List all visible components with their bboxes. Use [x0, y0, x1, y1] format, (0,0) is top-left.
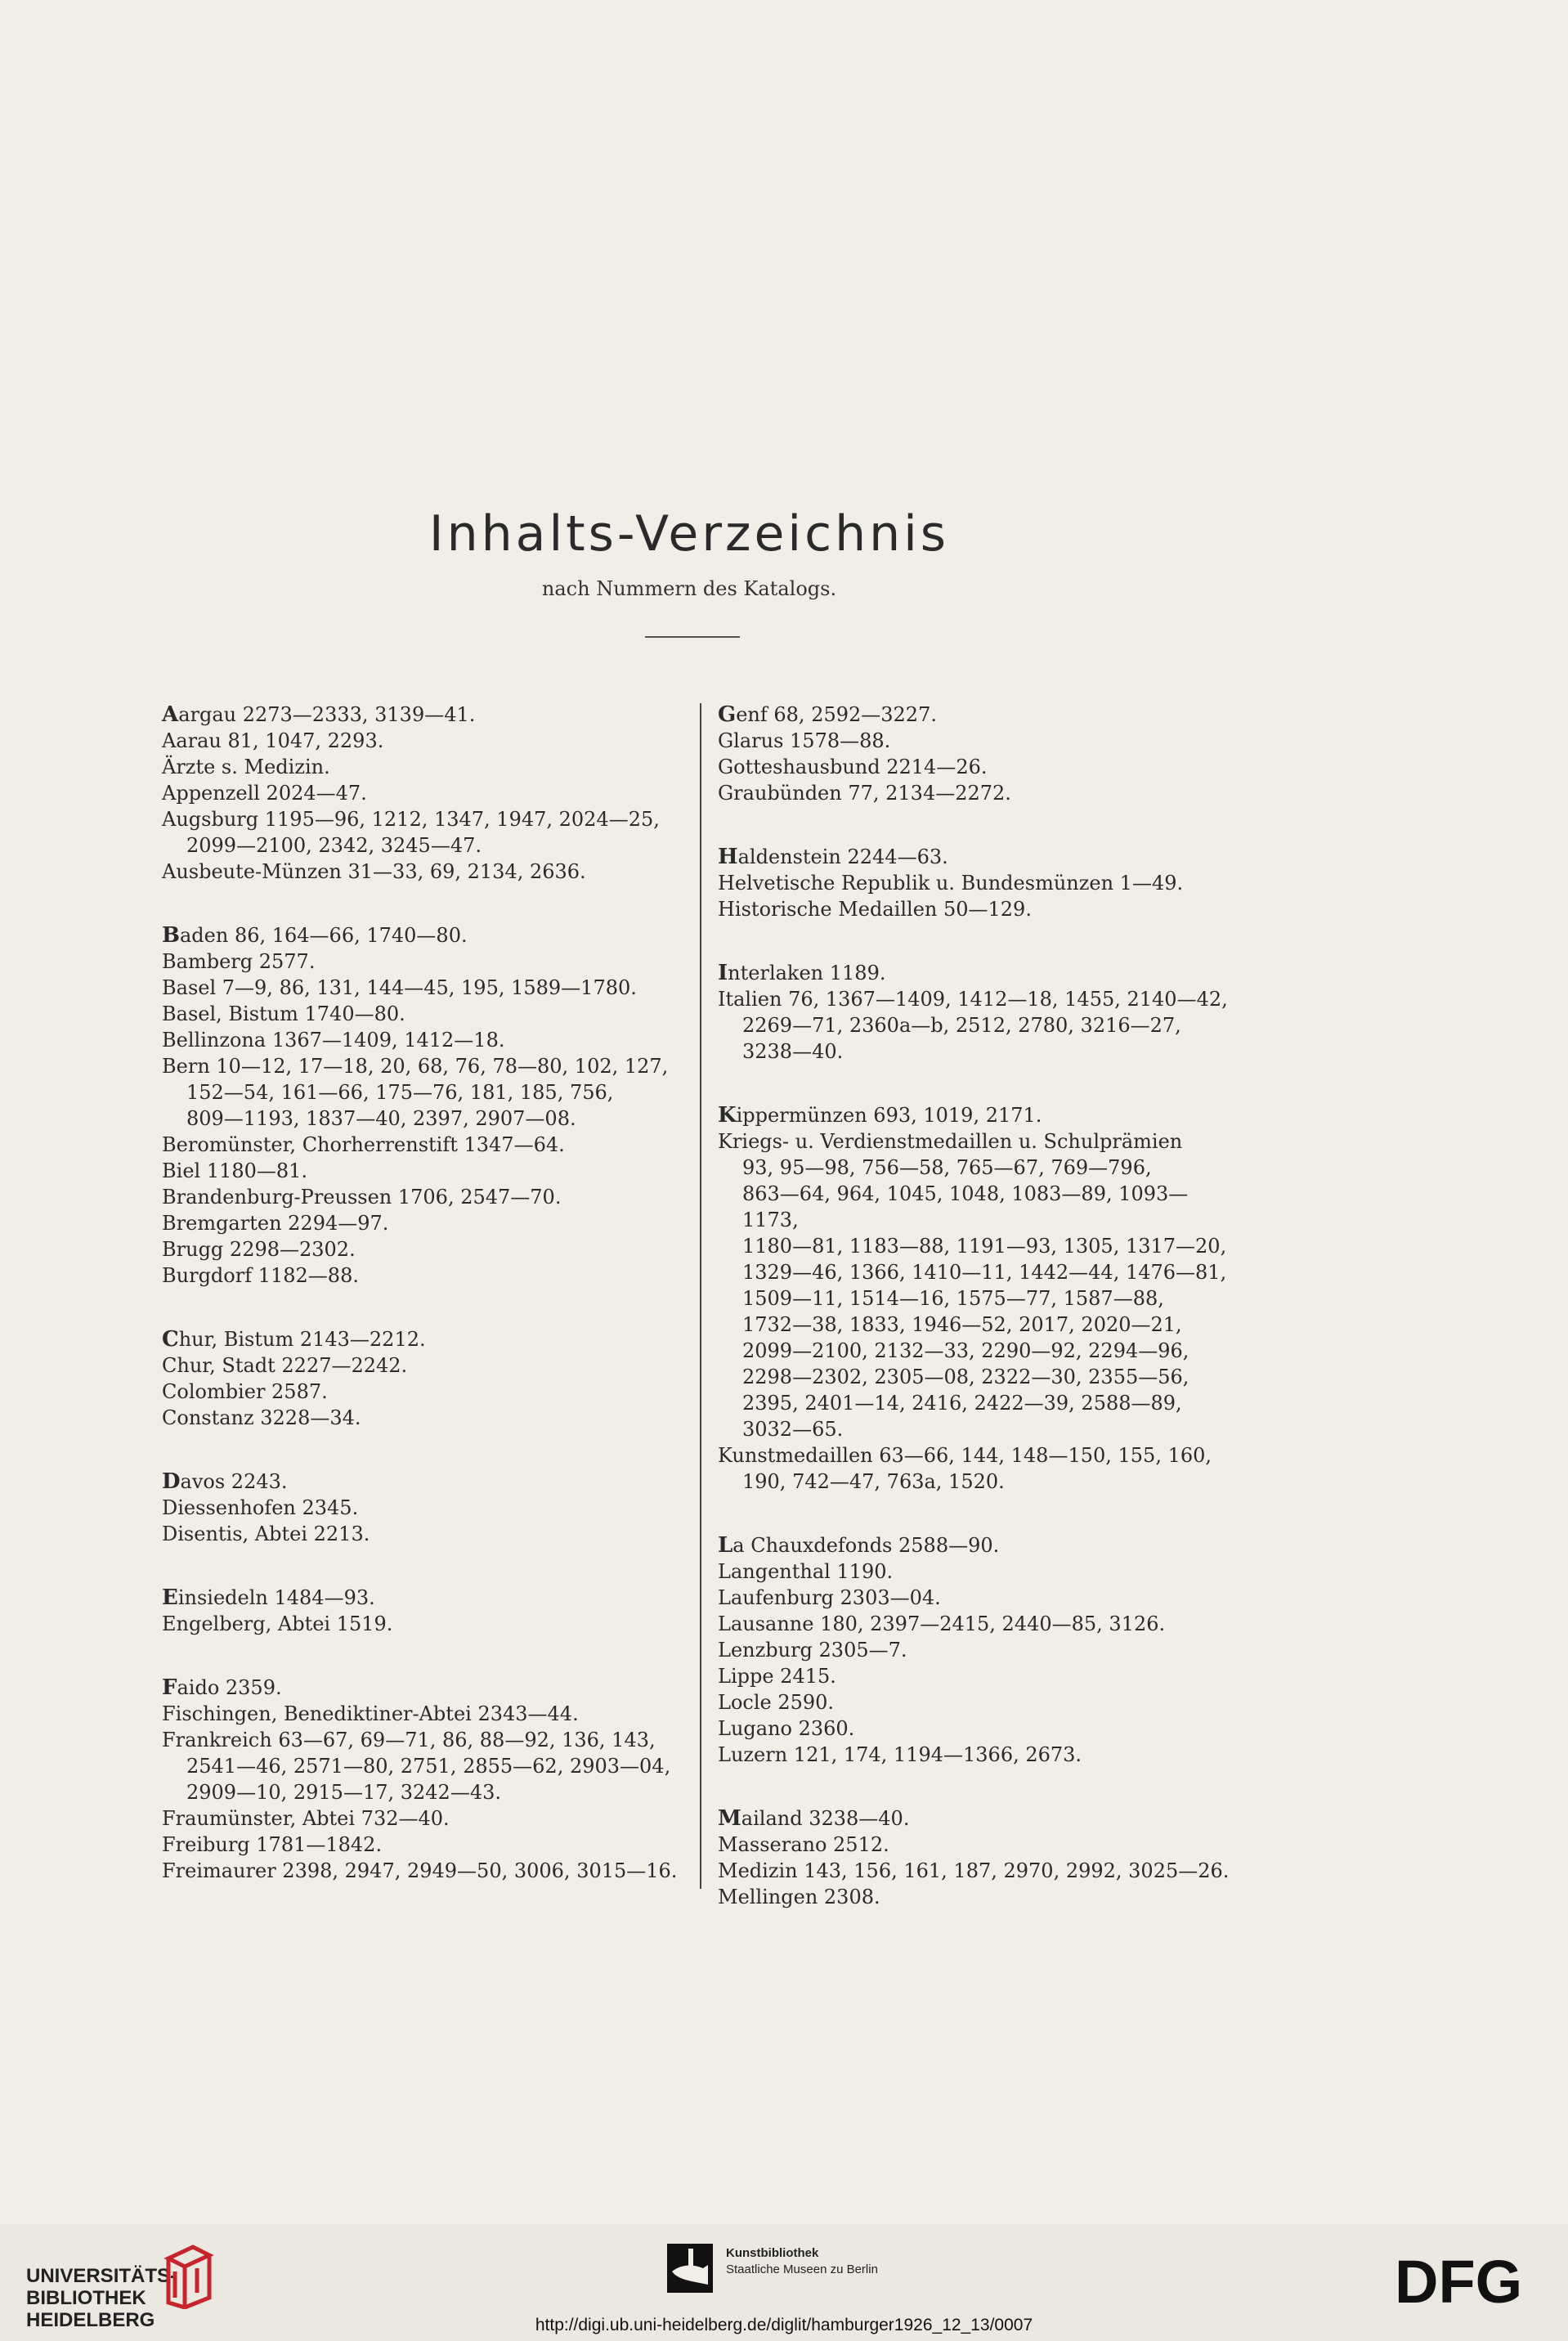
index-letter-group [718, 1805, 1241, 1910]
source-url-link[interactable]: http://digi.ub.uni-heidelberg.de/diglit/hamburger1926_12_13/0007 [535, 2316, 1033, 2334]
index-entry-text: insiedeln 1484—93. [177, 1586, 375, 1609]
index-entry [162, 1701, 685, 1727]
index-entry-text: Bamberg 2577. [162, 950, 316, 973]
index-entry-text: Historische Medaillen 50—129. [718, 898, 1032, 921]
index-entry-text: hur, Bistum 2143—2212. [178, 1328, 426, 1351]
index-entry [162, 949, 685, 975]
index-entry-text: Constanz 3228—34. [162, 1406, 361, 1429]
index-entry [162, 1001, 685, 1027]
index-entry [162, 1352, 685, 1379]
index-entry-text: Luzern 121, 174, 1194—1366, 2673. [718, 1743, 1082, 1766]
index-entry-text: avos 2243. [180, 1470, 288, 1493]
index-entry [718, 1442, 1241, 1495]
index-entry [162, 1027, 685, 1053]
index-entry [162, 922, 685, 949]
index-entry [162, 1858, 685, 1884]
index-entry [718, 870, 1241, 896]
index-entry-text: Burgdorf 1182—88. [162, 1264, 359, 1287]
index-entry [718, 1102, 1241, 1128]
index-entry [162, 975, 685, 1001]
index-entry [718, 960, 1241, 986]
index-entry [718, 986, 1241, 1065]
index-entry [162, 1832, 685, 1858]
index-entry-text: Lugano 2360. [718, 1717, 855, 1740]
index-entry [718, 780, 1241, 806]
index-entry-text: Freimaurer 2398, 2947, 2949—50, 3006, 3015—16. [162, 1859, 678, 1882]
index-entry [162, 1210, 685, 1236]
index-entry-text: argau 2273—2333, 3139—41. [178, 703, 476, 726]
index-entry [718, 1858, 1241, 1884]
index-entry-text: Ärzte s. Medizin. [162, 756, 330, 778]
index-initial-letter: C [162, 1327, 179, 1352]
kunstbibliothek-text[interactable] [726, 2245, 878, 2278]
index-entry-text: Colombier 2587. [162, 1380, 328, 1403]
index-entry [162, 754, 685, 780]
index-entry-text: Graubünden 77, 2134—2272. [718, 782, 1011, 805]
index-entry-text: Brandenburg-Preussen 1706, 2547—70. [162, 1186, 562, 1209]
ub-heidelberg-logo-icon[interactable] [160, 2244, 217, 2309]
index-letter-group [162, 702, 685, 885]
index-letter-group [718, 960, 1241, 1065]
index-entry-text: Bern 10—12, 17—18, 20, 68, 76, 78—80, 102, 127, 152—54, 161—66, 175—76, 181, 185, 756, 809—1193, 1837—40, 2397, 2907—08. [162, 1055, 669, 1130]
index-entry-text: Mellingen 2308. [718, 1886, 880, 1908]
index-entry-text: aido 2359. [177, 1676, 282, 1699]
index-entry-text: ippermünzen 693, 1019, 2171. [736, 1104, 1042, 1127]
index-entry [162, 1675, 685, 1701]
index-entry-text: nterlaken 1189. [728, 962, 886, 984]
index-entry [718, 896, 1241, 922]
index-entry [718, 1832, 1241, 1858]
index-entry [718, 1637, 1241, 1663]
kunstbibliothek-logo-icon[interactable] [667, 2244, 713, 2293]
index-entry [162, 728, 685, 754]
index-entry [718, 1742, 1241, 1768]
index-entry-text: Lausanne 180, 2397—2415, 2440—85, 3126. [718, 1612, 1166, 1635]
index-entry [162, 1379, 685, 1405]
index-entry-text: Italien 76, 1367—1409, 1412—18, 1455, 2140—42, 2269—71, 2360a—b, 2512, 2780, 3216—27, 3238—40. [718, 988, 1228, 1063]
index-letter-group [718, 844, 1241, 922]
index-entry [162, 780, 685, 806]
index-entry-text: a Chauxdefonds 2588—90. [732, 1534, 1000, 1557]
kb-name: Kunstbibliothek [726, 2246, 819, 2260]
index-initial-letter: K [718, 1103, 737, 1128]
index-entry-text: Augsburg 1195—96, 1212, 1347, 1947, 2024—25, 2099—2100, 2342, 3245—47. [162, 808, 660, 857]
index-entry-text: Langenthal 1190. [718, 1560, 894, 1583]
index-initial-letter: L [718, 1533, 733, 1558]
index-initial-letter: F [162, 1675, 177, 1700]
index-entry-text: aden 86, 164—66, 1740—80. [179, 924, 468, 947]
index-entry-text: Aarau 81, 1047, 2293. [162, 729, 384, 752]
index-entry [718, 754, 1241, 780]
index-entry-text: Kriegs- u. Verdienstmedaillen u. Schulprämien 93, 95—98, 756—58, 765—67, 769—796, 863—64, 964, 1045, 1048, 1083—89, 1093—1173, 1180—81, 1183—88, 1191—93, 1305, 1317—20, 1329—46, 1366, 1410—11, 1442—44, 1476—81, 1509—11, 1514—16, 1575—77, 1587—88, 1732—38, 1833, 1946—52, 2017, 2020—21, 2099—2100, 2132—33, 2290—92, 2294—96, 2298—2302, 2305—08, 2322—30, 2355—56, 2395, 2401—14, 2416, 2422—39, 2588—89, 3032—65. [718, 1130, 1227, 1441]
index-entry [718, 1884, 1241, 1910]
kb-subtitle: Staatliche Museen zu Berlin [726, 2263, 878, 2276]
index-initial-letter: H [718, 845, 738, 869]
index-entry [718, 1663, 1241, 1689]
index-letter-group [718, 702, 1241, 806]
index-entry-text: Engelberg, Abtei 1519. [162, 1612, 393, 1635]
index-initial-letter: M [718, 1806, 741, 1831]
index-entry [162, 1495, 685, 1521]
index-entry-text: Fischingen, Benediktiner-Abtei 2343—44. [162, 1702, 579, 1725]
index-entry-text: Lenzburg 2305—7. [718, 1639, 907, 1662]
index-entry-text: Freiburg 1781—1842. [162, 1833, 383, 1856]
index-letter-group [718, 1102, 1241, 1495]
index-entry [162, 806, 685, 859]
index-entry [162, 1262, 685, 1289]
index-entry [718, 1611, 1241, 1637]
index-entry-text: Ausbeute-Münzen 31—33, 69, 2134, 2636. [162, 860, 586, 883]
index-initial-letter: B [162, 923, 180, 948]
index-entry [718, 1805, 1241, 1832]
index-entry-text: Helvetische Republik u. Bundesmünzen 1—49. [718, 872, 1184, 895]
index-entry-text: Masserano 2512. [718, 1833, 889, 1856]
index-entry-text: Gotteshausbund 2214—26. [718, 756, 988, 778]
index-entry-text: Lippe 2415. [718, 1665, 836, 1688]
ub-line: BIBLIOTHEK [26, 2287, 146, 2309]
index-entry-text: Bremgarten 2294—97. [162, 1212, 389, 1235]
index-entry [162, 702, 685, 728]
index-column-left [162, 702, 685, 1922]
index-entry [718, 1532, 1241, 1558]
index-letter-group [718, 1532, 1241, 1768]
index-initial-letter: G [718, 702, 737, 727]
index-entry-text: ailand 3238—40. [741, 1807, 910, 1830]
index-entry-text: Appenzell 2024—47. [162, 782, 367, 805]
index-entry [162, 1053, 685, 1132]
index-entry-text: Brugg 2298—2302. [162, 1238, 356, 1261]
index-entry-text: Bellinzona 1367—1409, 1412—18. [162, 1029, 505, 1052]
index-entry [162, 1405, 685, 1431]
index-entry [718, 1585, 1241, 1611]
index-entry [718, 844, 1241, 870]
index-initial-letter: I [718, 961, 728, 985]
page-title: Inhalts-Verzeichnis [428, 505, 950, 563]
index-entry-text: Disentis, Abtei 2213. [162, 1523, 370, 1545]
index-entry-text: Kunstmedaillen 63—66, 144, 148—150, 155, 160, 190, 742—47, 763a, 1520. [718, 1444, 1212, 1493]
index-entry [162, 1727, 685, 1805]
index-entry [162, 1469, 685, 1495]
index-entry-text: Basel 7—9, 86, 131, 144—45, 195, 1589—1780. [162, 976, 637, 999]
index-entry [162, 1326, 685, 1352]
index-entry [162, 1158, 685, 1184]
index-letter-group [162, 1469, 685, 1547]
index-entry-text: Diessenhofen 2345. [162, 1496, 359, 1519]
index-entry [718, 1689, 1241, 1715]
index-entry [718, 728, 1241, 754]
index-entry [718, 1715, 1241, 1742]
index-column-right [718, 702, 1241, 1948]
index-entry-text: aldenstein 2244—63. [737, 845, 948, 868]
index-letter-group [162, 1326, 685, 1431]
dfg-logo-text: DFG [1395, 2254, 1523, 2311]
index-entry-text: Basel, Bistum 1740—80. [162, 1002, 405, 1025]
index-entry-text: Chur, Stadt 2227—2242. [162, 1354, 408, 1377]
index-initial-letter: A [162, 702, 179, 727]
index-entry-text: Fraumünster, Abtei 732—40. [162, 1807, 450, 1830]
title-divider [645, 636, 740, 638]
page-subtitle: nach Nummern des Katalogs. [541, 577, 837, 600]
column-divider [700, 703, 701, 1889]
index-entry [162, 1521, 685, 1547]
index-entry [162, 1585, 685, 1611]
index-entry-text: Biel 1180—81. [162, 1159, 308, 1182]
index-entry [162, 1805, 685, 1832]
index-entry-text: Beromünster, Chorherrenstift 1347—64. [162, 1133, 565, 1156]
index-entry-text: Frankreich 63—67, 69—71, 86, 88—92, 136, 143, 2541—46, 2571—80, 2751, 2855—62, 2903—04, 2909—10, 2915—17, 3242—43. [162, 1729, 671, 1804]
index-entry-text: Glarus 1578—88. [718, 729, 891, 752]
index-entry [162, 1236, 685, 1262]
index-letter-group [162, 1675, 685, 1884]
index-entry [162, 1132, 685, 1158]
index-entry-text: enf 68, 2592—3227. [736, 703, 937, 726]
index-entry [162, 859, 685, 885]
index-initial-letter: E [162, 1585, 178, 1610]
index-entry [718, 1558, 1241, 1585]
ub-line: HEIDELBERG [26, 2309, 155, 2331]
dfg-logo-icon[interactable] [1395, 2254, 1547, 2311]
index-letter-group [162, 922, 685, 1289]
index-entry-text: Medizin 143, 156, 161, 187, 2970, 2992, 3025—26. [718, 1859, 1230, 1882]
index-initial-letter: D [162, 1469, 181, 1494]
index-letter-group [162, 1585, 685, 1637]
index-entry-text: Locle 2590. [718, 1691, 835, 1714]
index-entry-text: Laufenburg 2303—04. [718, 1586, 941, 1609]
index-entry [162, 1184, 685, 1210]
index-entry [718, 702, 1241, 728]
ub-line: UNIVERSITÄTS- [26, 2265, 177, 2287]
index-entry [718, 1128, 1241, 1442]
index-entry [162, 1611, 685, 1637]
